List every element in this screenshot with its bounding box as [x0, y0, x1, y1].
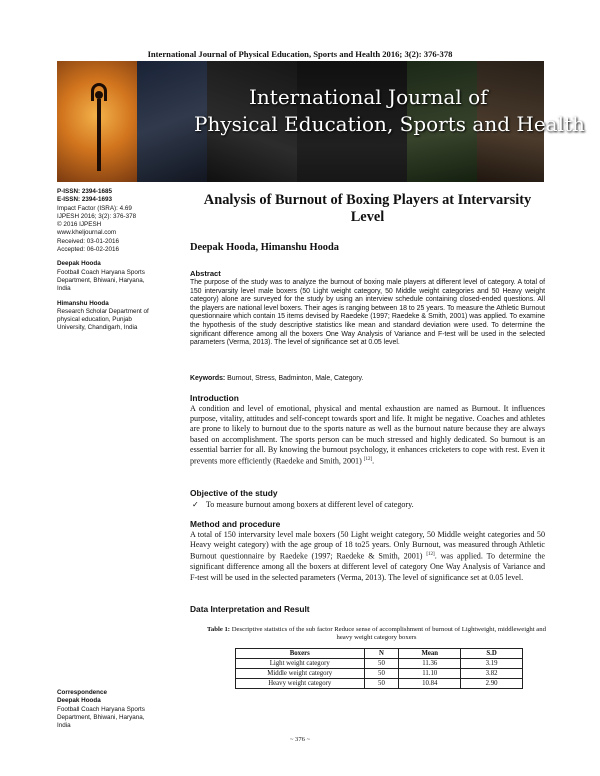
objective-item [190, 499, 545, 509]
cell-category: Light weight category [236, 659, 365, 669]
received-date: Received: 03-01-2016 [57, 237, 119, 245]
objective-text: To measure burnout among boxers at different level of category. [205, 500, 414, 509]
banner-title-line1: International Journal of [249, 85, 488, 109]
table-row [236, 669, 523, 679]
citation-ref: [12] [426, 552, 435, 558]
objective-heading: Objective of the study [190, 488, 278, 498]
article-title: Analysis of Burnout of Boxing Players at Intervarsity Level [203, 192, 532, 225]
affiliation-line: Research Scholar Department of [57, 307, 149, 315]
abstract-heading: Abstract [190, 269, 221, 278]
cell-n: 50 [364, 659, 399, 669]
table-row [236, 679, 523, 689]
author-name: Deepak Hooda [57, 260, 101, 268]
table-caption-text: Descriptive statistics of the sub factor Reduce sense of accomplishment of burnout of Lightweight, middleweight and heavy weight category boxers [231, 626, 546, 642]
banner-title-line2: Physical Education, Sports and Health [194, 112, 585, 136]
method-heading: Method and procedure [190, 519, 281, 529]
pissn: P-ISSN: 2394-1685 [57, 188, 112, 195]
keywords-text: Burnout, Stress, Badminton, Male, Category. [227, 375, 364, 382]
cell-mean: 11.10 [399, 669, 461, 679]
cell-n: 50 [364, 679, 399, 689]
correspondence-name: Deepak Hooda [57, 697, 101, 705]
correspondence-line: Department, Bhiwani, Haryana, [57, 713, 145, 721]
journal-issue: IJPESH 2016; 3(2): 376-378 [57, 212, 137, 220]
table-caption [206, 626, 547, 643]
correspondence [57, 689, 177, 730]
header-sd: S.D [461, 649, 523, 659]
article-meta [57, 188, 177, 333]
table-caption-label: Table 1: [207, 626, 231, 633]
introduction-heading: Introduction [190, 393, 239, 403]
affiliation-line: Football Coach Haryana Sports [57, 268, 145, 276]
keywords [190, 375, 363, 382]
affiliation-line: India [57, 285, 71, 293]
citation-ref: [12] [363, 457, 373, 463]
cell-category: Heavy weight category [236, 679, 365, 689]
table-header-row [236, 649, 523, 659]
cell-category: Middle weight category [236, 669, 365, 679]
introduction-text: A condition and level of emotional, physical and mental exhaustion are named as Burnout. It influences purpose, vitality, attitudes and self-concept towards sport and life. It might be negative. Coaches and athletes are prone to likely to burnout due to the sports nature as well as the burnout nature because they are always based on accomplishment. The sports person can be much stressed and highly dedicated. So burnout is an essential barrier for all. By knowing the burnout psychology, it enhances cricketers to cope with rest. Even it prevents more efficiently (Raedeke and Smith, 2001) [12]. [190, 404, 545, 466]
cell-sd: 3.82 [461, 669, 523, 679]
affiliation-line: physical education, Punjab [57, 316, 132, 324]
journal-banner [57, 61, 585, 182]
cell-n: 50 [364, 669, 399, 679]
running-head: International Journal of Physical Education, Sports and Health 2016; 3(2): 376-378 [147, 49, 453, 59]
data-heading: Data Interpretation and Result [190, 604, 310, 614]
method-text: A total of 150 intervarsity level male boxers (50 Light weight category, 50 Middle weight categories and 50 Heavy weight category) with the age group of 18 to25 years. Only Burnout, was measured through Athletic Burnout questionnaire by Raedeke (1997; Raedeke & Smith, 2001) [12]. was applied. To determine the significant difference among all the boxers at different level of category One Way Analysis of Variance and F-test will be used in the selected parameters (Verma, 2013). The level of significance set at 0.05 level. [190, 530, 545, 582]
correspondence-line: India [57, 722, 71, 730]
header-boxers: Boxers [236, 649, 365, 659]
author-affiliation [57, 300, 177, 333]
author-affiliation [57, 260, 177, 293]
affiliation-line: Department, Bhiwani, Haryana, [57, 276, 145, 284]
header-n: N [364, 649, 399, 659]
yoga-silhouette-icon [87, 83, 111, 171]
article-body [190, 192, 545, 614]
journal-url[interactable]: www.kheljournal.com [57, 229, 117, 237]
correspondence-line: Football Coach Haryana Sports [57, 705, 145, 713]
article-authors: Deepak Hooda, Himanshu Hooda [190, 242, 339, 253]
table-row [236, 659, 523, 669]
affiliation-line: University, Chandigarh, India [57, 324, 138, 332]
cell-sd: 3.19 [461, 659, 523, 669]
author-name: Himanshu Hooda [57, 299, 109, 307]
stats-table [235, 648, 523, 689]
cell-mean: 10.84 [399, 679, 461, 689]
cell-mean: 11.36 [399, 659, 461, 669]
impact-factor: Impact Factor (ISRA): 4.69 [57, 204, 132, 212]
correspondence-label: Correspondence [57, 689, 108, 696]
abstract-text: The purpose of the study was to analyze the burnout of boxing male players at different level of category. A total of 150 intervarsity level male boxers (50 Light weight category, 50 Middle weight categories and 50 Heavy weight category) alone are surveyed for the study by using an interview schedule containing closed-ended questions. All the players are national level boxers. Their ages is ranging between 18 to 25 years. To measure the Athletic Burnout questionnaire which contain 15 items devised by Raedeke (1997; Raedeke & Smith, 2001) was applied. To examine the hypothesis of the study descriptive statistics like mean and standard deviation were used. To determine the significant difference among all the boxers One Way Analysis of Variance and F-test will be used in the selected parameters (Verma, 2013). The level of significance set at 0.05 level. [190, 279, 545, 347]
accepted-date: Accepted: 06-02-2016 [57, 246, 119, 254]
keywords-label: Keywords: [190, 375, 226, 382]
check-icon: ✓ [192, 500, 199, 509]
cell-sd: 2.90 [461, 679, 523, 689]
header-mean: Mean [399, 649, 461, 659]
copyright: © 2016 IJPESH [57, 221, 102, 229]
page-number: ~ 376 ~ [289, 736, 311, 743]
eissn: E-ISSN: 2394-1693 [57, 196, 112, 204]
